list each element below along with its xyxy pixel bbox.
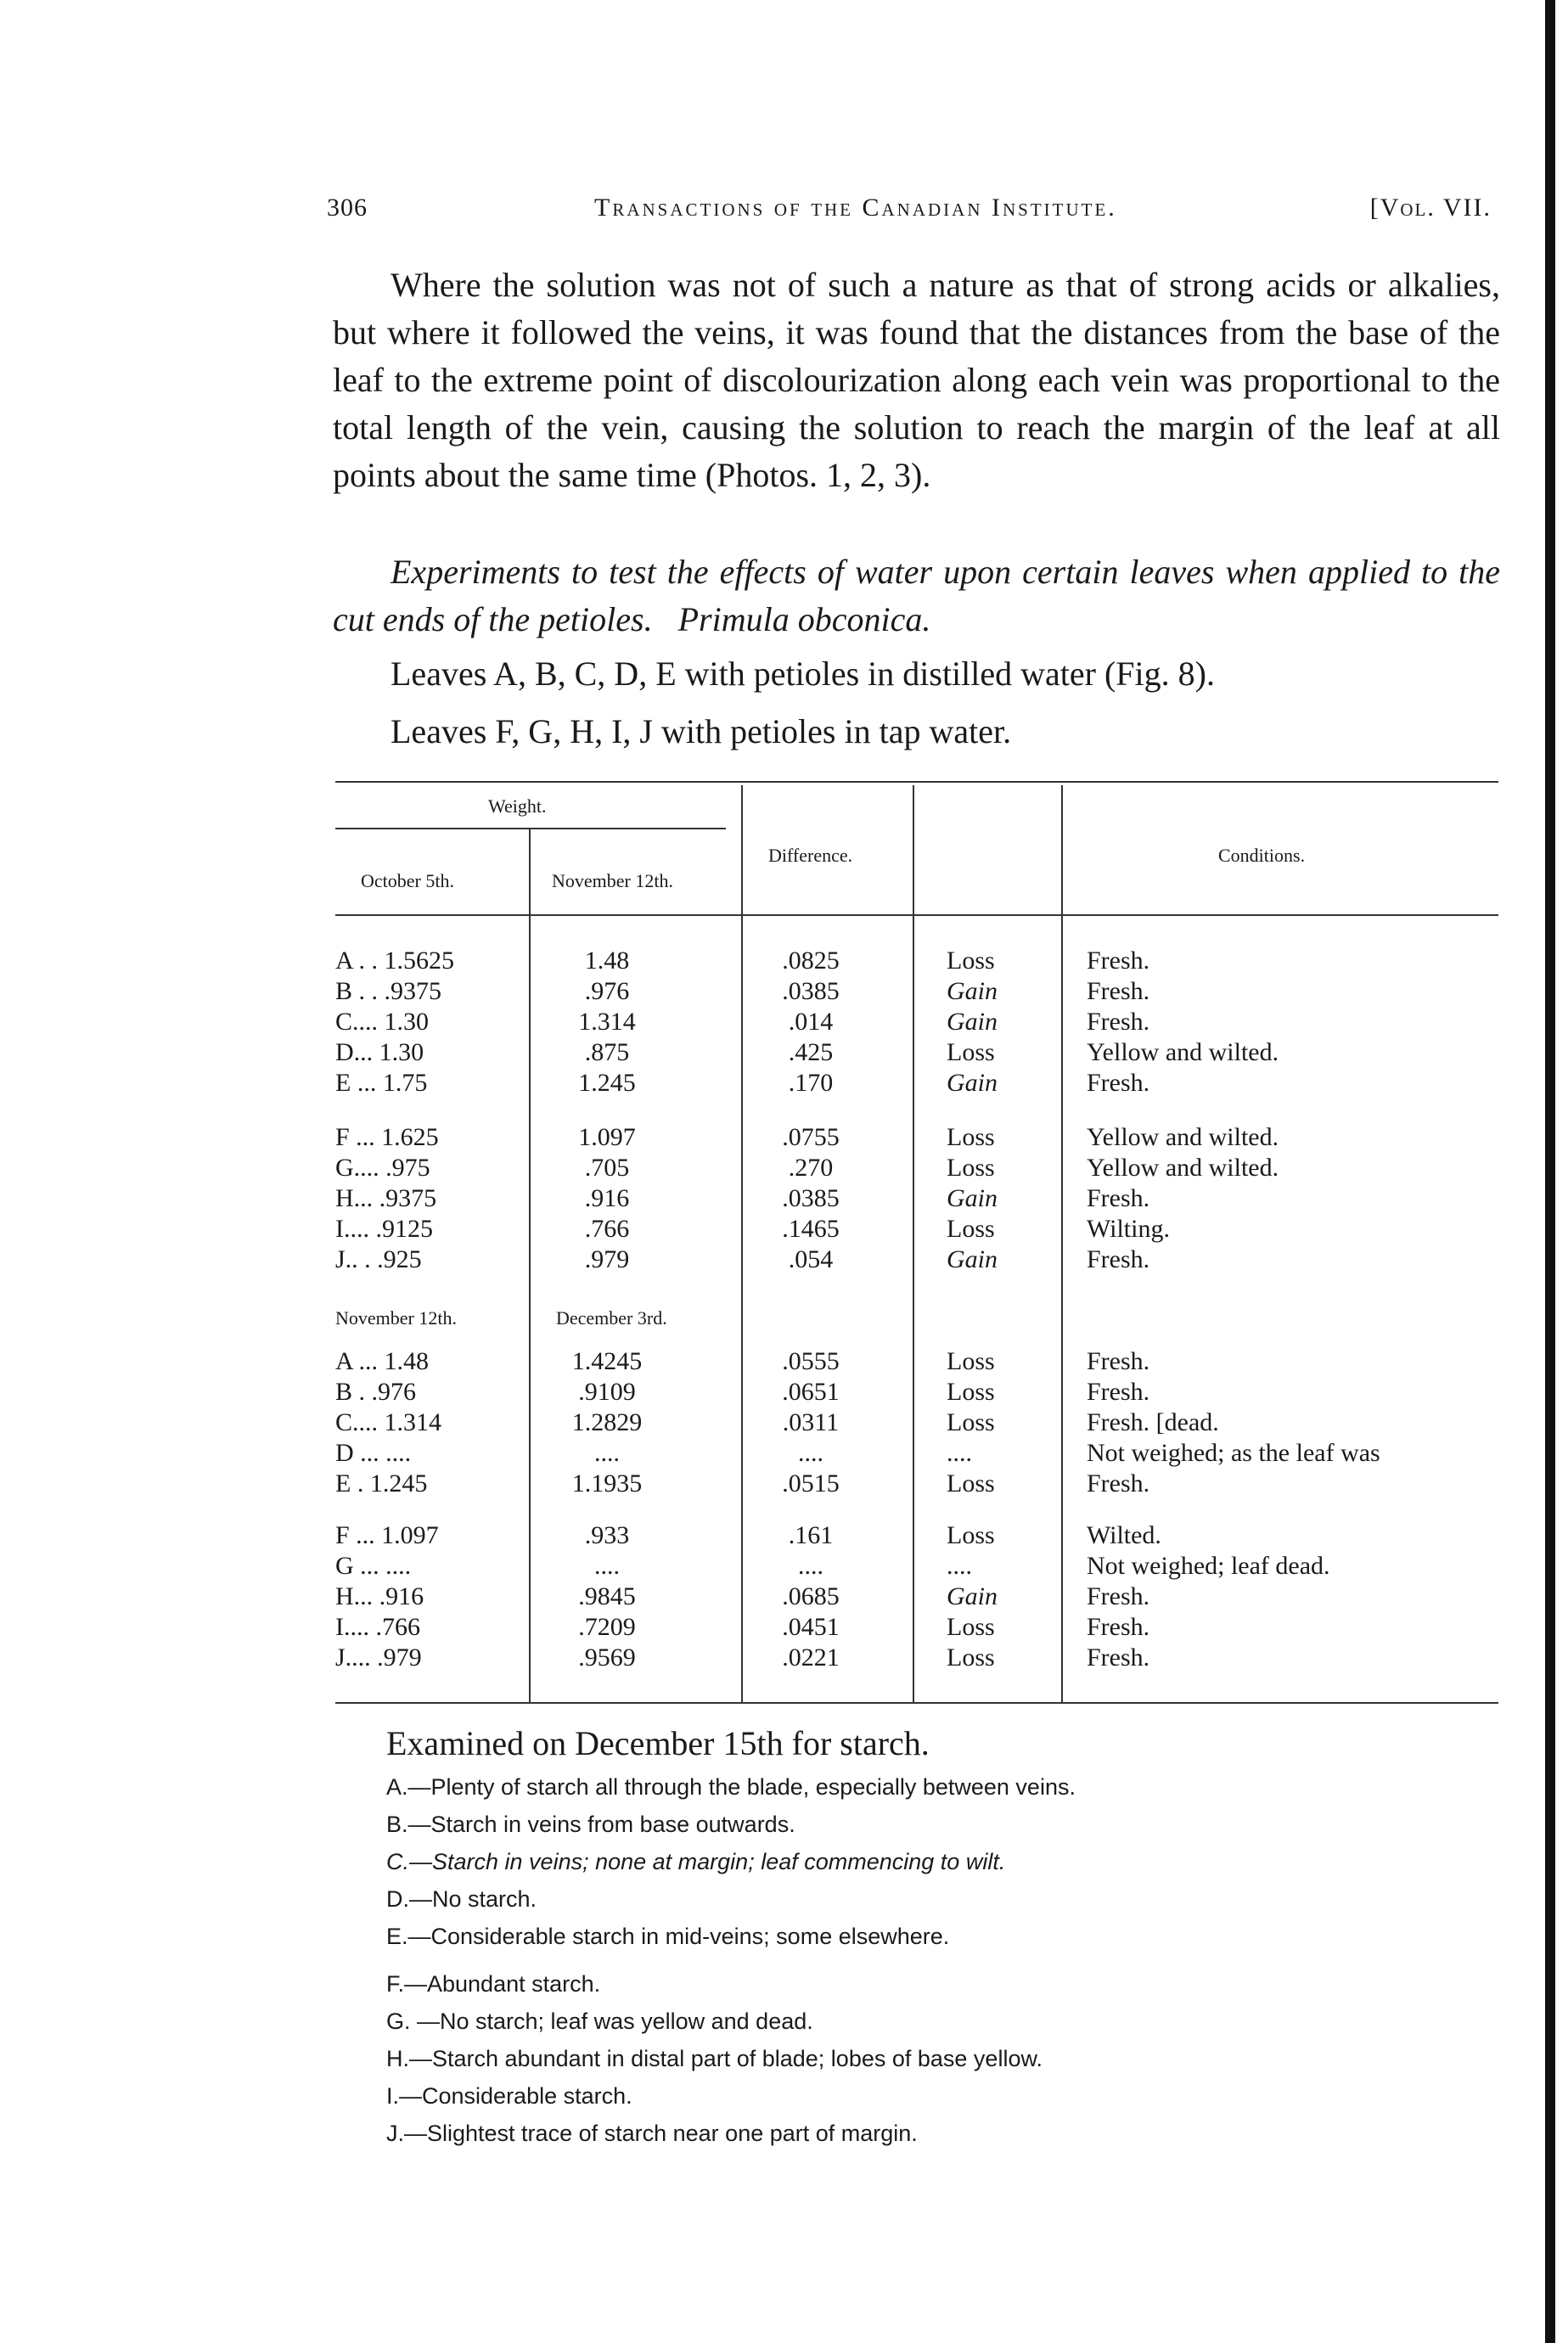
weight2-cell: .875	[584, 1038, 630, 1066]
running-header	[327, 194, 1492, 236]
table-top-rule	[335, 781, 1498, 783]
loss-gain-cell: Gain	[947, 1245, 998, 1273]
difference-cell: .0755	[782, 1123, 840, 1151]
note-d: D.—No starch.	[386, 1886, 537, 1912]
loss-gain-cell: Loss	[947, 1123, 995, 1151]
condition-cell: Not weighed; as the leaf was	[1087, 1439, 1380, 1467]
difference-cell: .0825	[782, 947, 840, 975]
weight2-cell: 1.4245	[571, 1347, 643, 1375]
leaf-weight-cell: A . . 1.5625	[335, 947, 455, 975]
species-name: Primula obconica.	[677, 600, 931, 638]
difference-cell: .014	[788, 1008, 834, 1036]
table-row	[335, 947, 1498, 977]
leaf-weight-cell: G.... .975	[335, 1154, 430, 1182]
condition-cell: Fresh.	[1087, 1613, 1150, 1641]
table-row	[335, 1643, 1498, 1674]
leaf-weight-cell: J.. . .925	[335, 1245, 422, 1273]
loss-gain-cell: Loss	[947, 947, 995, 975]
difference-cell: ....	[798, 1439, 823, 1467]
weight2-cell: .9845	[578, 1582, 636, 1610]
leaf-weight-cell: H... .916	[335, 1582, 424, 1610]
leaf-weight-cell: C.... 1.30	[335, 1008, 430, 1036]
difference-cell: .270	[788, 1154, 834, 1182]
table-row	[335, 1069, 1498, 1099]
condition-cell: Wilted.	[1087, 1521, 1161, 1549]
leaf-weight-cell: B . . .9375	[335, 977, 442, 1005]
table-row	[335, 1469, 1498, 1500]
note-g: G. —No starch; leaf was yellow and dead.	[386, 2009, 813, 2034]
leaf-weight-cell: F ... 1.097	[335, 1521, 439, 1549]
page-edge-bar	[1545, 0, 1555, 2343]
loss-gain-cell: Gain	[947, 1008, 998, 1036]
difference-cell: .0685	[782, 1582, 840, 1610]
loss-gain-cell: Loss	[947, 1215, 995, 1243]
condition-cell: Yellow and wilted.	[1087, 1038, 1279, 1066]
weight2-cell: ....	[594, 1552, 620, 1580]
table-row	[335, 1552, 1498, 1582]
loss-gain-cell: Gain	[947, 977, 998, 1005]
weight2-cell: .9569	[578, 1643, 636, 1672]
difference-cell: .161	[788, 1521, 834, 1549]
note-b: B.—Starch in veins from base outwards.	[386, 1812, 795, 1837]
condition-cell: Fresh.	[1087, 1069, 1150, 1097]
leaf-weight-cell: B . .976	[335, 1378, 417, 1406]
weight2-cell: .766	[584, 1215, 630, 1243]
table-row	[335, 1582, 1498, 1613]
note-f: F.—Abundant starch.	[386, 1971, 601, 1997]
table-row	[335, 1184, 1498, 1215]
loss-gain-cell: Gain	[947, 1582, 998, 1610]
table-row	[335, 1123, 1498, 1154]
leaf-weight-cell: I.... .766	[335, 1613, 420, 1641]
distilled-water-line: Leaves A, B, C, D, E with petioles in distilled water (Fig. 8).	[391, 655, 1215, 693]
weight2-cell: .705	[584, 1154, 630, 1182]
difference-cell: .0385	[782, 1184, 840, 1212]
loss-gain-cell: Loss	[947, 1643, 995, 1672]
note-e: E.—Considerable starch in mid-veins; some elsewhere.	[386, 1924, 950, 1949]
table-row	[335, 1439, 1498, 1469]
loss-gain-cell: ....	[947, 1439, 972, 1467]
note-c: C.—Starch in veins; none at margin; leaf commencing to wilt.	[386, 1849, 1006, 1874]
loss-gain-cell: Loss	[947, 1613, 995, 1641]
weight2-cell: .916	[584, 1184, 630, 1212]
table-row	[335, 1008, 1498, 1038]
difference-cell: ....	[798, 1552, 823, 1580]
november-header: November 12th.	[552, 870, 673, 891]
difference-cell: .1465	[782, 1215, 840, 1243]
weight2-cell: 1.245	[578, 1069, 636, 1097]
condition-cell: Fresh.	[1087, 947, 1150, 975]
table-row	[335, 1245, 1498, 1276]
condition-cell: Fresh.	[1087, 1008, 1150, 1036]
weight2-cell: 1.314	[578, 1008, 636, 1036]
paragraph-experiments	[333, 548, 1500, 643]
loss-gain-cell: Gain	[947, 1184, 998, 1212]
loss-gain-cell: Loss	[947, 1521, 995, 1549]
leaf-weight-cell: D... 1.30	[335, 1038, 424, 1066]
loss-gain-cell: Loss	[947, 1469, 995, 1497]
sub-header-december: December 3rd.	[556, 1307, 667, 1329]
condition-cell: Not weighed; leaf dead.	[1087, 1552, 1330, 1580]
condition-cell: Fresh.	[1087, 1378, 1150, 1406]
loss-gain-cell: Loss	[947, 1378, 995, 1406]
running-title: Transactions of the Canadian Institute.	[594, 194, 1117, 222]
condition-cell: Fresh.	[1087, 1643, 1150, 1672]
leaf-weight-cell: F ... 1.625	[335, 1123, 439, 1151]
weight2-cell: .7209	[578, 1613, 636, 1641]
table-row	[335, 977, 1498, 1008]
loss-gain-cell: ....	[947, 1552, 972, 1580]
condition-cell: Yellow and wilted.	[1087, 1154, 1279, 1182]
weight-header: Weight.	[488, 795, 547, 817]
weight2-cell: .976	[584, 977, 630, 1005]
conditions-header: Conditions.	[1218, 845, 1306, 866]
difference-cell: .425	[788, 1038, 834, 1066]
loss-gain-cell: Loss	[947, 1408, 995, 1436]
leaf-weight-cell: C.... 1.314	[335, 1408, 442, 1436]
note-i: I.—Considerable starch.	[386, 2083, 632, 2109]
condition-cell: Fresh.	[1087, 1469, 1150, 1497]
paragraph-solution: Where the solution was not of such a nature as that of strong acids or alkalies, but where it followed the veins, it was found that the distances from the base of the leaf to the extreme point of discolourization along each vein was proportional to the total length of the vein, causing the solution to reach the margin of the leaf at all points about the same time (Photos. 1, 2, 3).	[333, 266, 1500, 494]
difference-cell: .0515	[782, 1469, 840, 1497]
table-row	[335, 1154, 1498, 1184]
weight2-cell: 1.48	[584, 947, 630, 975]
leaf-weight-cell: D ... ....	[335, 1439, 412, 1467]
examined-heading: Examined on December 15th for starch.	[386, 1724, 930, 1762]
weight2-cell: .9109	[578, 1378, 636, 1406]
table-row	[335, 1613, 1498, 1643]
loss-gain-cell: Loss	[947, 1154, 995, 1182]
difference-cell: .0555	[782, 1347, 840, 1375]
table-row	[335, 1521, 1498, 1552]
loss-gain-cell: Gain	[947, 1069, 998, 1097]
condition-cell: Fresh.	[1087, 1582, 1150, 1610]
sub-header-november: November 12th.	[335, 1307, 457, 1329]
weight2-cell: 1.2829	[571, 1408, 643, 1436]
table-row	[335, 1347, 1498, 1378]
condition-cell: Fresh.	[1087, 977, 1150, 1005]
leaf-weight-cell: H... .9375	[335, 1184, 437, 1212]
difference-cell: .0385	[782, 977, 840, 1005]
leaf-weight-cell: A ... 1.48	[335, 1347, 430, 1375]
leaf-weight-cell: I.... .9125	[335, 1215, 433, 1243]
volume-label: [Vol. VII.	[1369, 194, 1492, 222]
weight2-cell: 1.097	[578, 1123, 636, 1151]
experiments-text: Experiments to test the effects of water upon certain leaves when applied to the cut ends of the petioles.	[333, 553, 1500, 638]
loss-gain-cell: Loss	[947, 1347, 995, 1375]
weight2-cell: ....	[594, 1439, 620, 1467]
difference-cell: .0451	[782, 1613, 840, 1641]
october-header: October 5th.	[361, 870, 454, 891]
leaf-weight-cell: J.... .979	[335, 1643, 422, 1672]
leaf-weight-cell: G ... ....	[335, 1552, 412, 1580]
condition-cell: Yellow and wilted.	[1087, 1123, 1279, 1151]
difference-cell: .054	[788, 1245, 834, 1273]
difference-cell: .0221	[782, 1643, 840, 1672]
condition-cell: Fresh.	[1087, 1245, 1150, 1273]
table-bottom-rule	[335, 1702, 1498, 1704]
condition-cell: Fresh. [dead.	[1087, 1408, 1219, 1436]
note-j: J.—Slightest trace of starch near one part of margin.	[386, 2121, 918, 2146]
note-a: A.—Plenty of starch all through the blade, especially between veins.	[386, 1774, 1076, 1800]
difference-cell: .0651	[782, 1378, 840, 1406]
tap-water-line: Leaves F, G, H, I, J with petioles in tap water.	[391, 712, 1012, 750]
leaf-weight-cell: E . 1.245	[335, 1469, 428, 1497]
condition-cell: Wilting.	[1087, 1215, 1170, 1243]
table-row	[335, 1215, 1498, 1245]
condition-cell: Fresh.	[1087, 1347, 1150, 1375]
table-row	[335, 1408, 1498, 1439]
header-bottom-rule	[335, 914, 1498, 916]
difference-cell: .0311	[782, 1408, 840, 1436]
weight-table	[335, 777, 1498, 1706]
page-number: 306	[327, 194, 368, 222]
weight2-cell: .933	[584, 1521, 630, 1549]
weight-sub-rule	[335, 828, 726, 829]
condition-cell: Fresh.	[1087, 1184, 1150, 1212]
loss-gain-cell: Loss	[947, 1038, 995, 1066]
weight2-cell: 1.1935	[571, 1469, 643, 1497]
difference-cell: .170	[788, 1069, 834, 1097]
leaf-weight-cell: E ... 1.75	[335, 1069, 428, 1097]
difference-header: Difference.	[768, 845, 853, 866]
table-row	[335, 1378, 1498, 1408]
note-h: H.—Starch abundant in distal part of blade; lobes of base yellow.	[386, 2046, 1043, 2071]
table-row	[335, 1038, 1498, 1069]
weight2-cell: .979	[584, 1245, 630, 1273]
